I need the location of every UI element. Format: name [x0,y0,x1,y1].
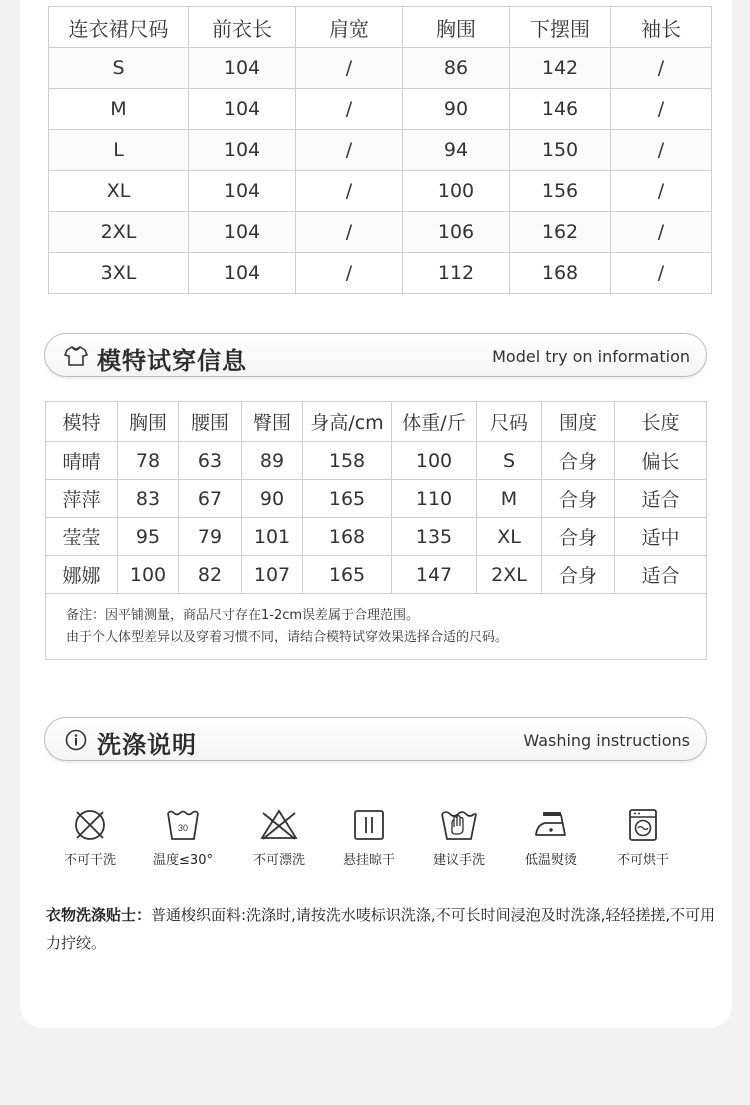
wash-label: 低温熨烫 [524,853,577,868]
wash-item-no-bleach [236,807,322,868]
table-cell: / [611,130,712,171]
size-header-cell: 连衣裙尺码 [49,7,189,48]
notes-row [46,594,707,660]
table-cell: 104 [189,89,296,130]
table-cell: 89 [242,442,303,480]
table-cell: 104 [189,130,296,171]
table-cell: 100 [118,556,179,594]
size-table [48,6,712,294]
table-cell: 104 [189,171,296,212]
table-cell: 147 [392,556,477,594]
tshirt-icon [64,345,88,367]
model-table-header-row [46,402,707,442]
info-icon [64,729,88,751]
wash-item-no-dry-clean [47,807,133,868]
table-row [49,89,712,130]
washing-tips-text: 普通梭织面料:洗涤时,请按洗水唛标识洗涤,不可长时间浸泡及时洗涤,轻轻搓搓,不可用力拧绞。 [46,906,716,952]
table-cell: 104 [189,253,296,294]
table-cell: 适合 [615,556,707,594]
table-cell: / [296,48,403,89]
table-cell: / [611,48,712,89]
size-header-cell: 胸围 [403,7,510,48]
table-cell: 158 [303,442,392,480]
table-cell: 135 [392,518,477,556]
tub-number: 30 [177,823,189,833]
table-cell: 94 [403,130,510,171]
table-cell: 偏长 [615,442,707,480]
table-cell: / [296,89,403,130]
table-cell: S [477,442,542,480]
table-cell: / [611,253,712,294]
table-cell: 2XL [49,212,189,253]
wash-item-no-tumble-dry [600,807,686,868]
model-header-cell: 体重/斤 [392,402,477,442]
model-header-cell: 身高/cm [303,402,392,442]
table-cell: 合身 [542,442,615,480]
table-cell: / [611,89,712,130]
washing-section-header [44,717,707,761]
table-cell: / [296,130,403,171]
section-subtitle: Washing instructions [523,731,690,750]
table-cell: 适中 [615,518,707,556]
wash-temp-icon [165,807,201,843]
table-cell: 适合 [615,480,707,518]
table-cell: 79 [179,518,242,556]
wash-item-hand-wash [416,807,502,868]
no-bleach-icon [259,807,299,843]
low-iron-icon [531,807,571,843]
size-header-cell: 袖长 [611,7,712,48]
washing-tips [46,901,721,957]
section-title: 模特试穿信息 [97,347,247,375]
hang-dry-icon [351,807,387,843]
wash-label: 不可漂洗 [252,853,305,868]
wash-label: 不可烘干 [616,853,669,868]
table-cell: 110 [392,480,477,518]
model-header-cell: 围度 [542,402,615,442]
table-cell: 莹莹 [46,518,118,556]
table-cell: 168 [303,518,392,556]
model-section-header [44,333,707,377]
table-cell: 112 [403,253,510,294]
table-cell: 165 [303,480,392,518]
table-cell: 晴晴 [46,442,118,480]
model-header-cell: 腰围 [179,402,242,442]
model-header-cell: 臀围 [242,402,303,442]
wash-label: 不可干洗 [63,853,116,868]
table-cell: 萍萍 [46,480,118,518]
table-cell: XL [49,171,189,212]
table-cell: 86 [403,48,510,89]
section-subtitle: Model try on information [492,347,690,366]
table-cell: 104 [189,48,296,89]
table-cell: 168 [510,253,611,294]
table-cell: 78 [118,442,179,480]
section-title: 洗涤说明 [97,731,197,759]
table-cell: / [611,171,712,212]
table-cell: / [296,171,403,212]
table-cell: 合身 [542,518,615,556]
table-cell: 165 [303,556,392,594]
model-table [45,401,707,660]
table-row [49,253,712,294]
table-cell: 67 [179,480,242,518]
table-cell: 146 [510,89,611,130]
table-cell: / [611,212,712,253]
table-cell: 156 [510,171,611,212]
table-cell: 142 [510,48,611,89]
wash-item-low-iron [508,807,594,868]
table-cell: 82 [179,556,242,594]
table-cell: 162 [510,212,611,253]
hand-wash-icon [439,807,479,843]
table-cell: 90 [242,480,303,518]
table-cell: 107 [242,556,303,594]
note-line: 备注：因平铺测量，商品尺寸存在1-2cm误差属于合理范围。 [66,607,420,623]
table-cell: 104 [189,212,296,253]
table-cell: / [296,253,403,294]
no-dry-clean-icon [72,807,108,843]
no-tumble-dry-icon [625,807,661,843]
table-cell: XL [477,518,542,556]
table-cell: S [49,48,189,89]
table-cell: 合身 [542,480,615,518]
table-cell: 100 [403,171,510,212]
table-row [46,518,707,556]
table-cell: L [49,130,189,171]
table-cell: 100 [392,442,477,480]
model-header-cell: 胸围 [118,402,179,442]
wash-label: 温度≤30° [153,853,213,868]
table-row [49,212,712,253]
table-cell: 合身 [542,556,615,594]
table-cell: 3XL [49,253,189,294]
model-header-cell: 长度 [615,402,707,442]
wash-label: 悬挂晾干 [342,853,395,868]
table-row [49,48,712,89]
table-cell: 106 [403,212,510,253]
table-cell: 娜娜 [46,556,118,594]
table-cell: 150 [510,130,611,171]
wash-label: 建议手洗 [432,853,485,868]
table-row [46,442,707,480]
table-row [46,556,707,594]
table-cell: 2XL [477,556,542,594]
table-cell: 90 [403,89,510,130]
table-cell: 83 [118,480,179,518]
table-row [49,171,712,212]
model-header-cell: 模特 [46,402,118,442]
table-cell: 63 [179,442,242,480]
washing-tips-label: 衣物洗涤贴士： [46,906,152,924]
wash-item-hang-dry [326,807,412,868]
size-header-cell: 前衣长 [189,7,296,48]
table-cell: / [296,212,403,253]
size-table-header-row [49,7,712,48]
table-row [49,130,712,171]
table-cell: M [477,480,542,518]
note-line: 由于个人体型差异以及穿着习惯不同，请结合模特试穿效果选择合适的尺码。 [66,629,509,645]
table-cell: 95 [118,518,179,556]
model-header-cell: 尺码 [477,402,542,442]
wash-item-temp [140,807,226,868]
notes-cell [46,594,707,660]
table-cell: M [49,89,189,130]
table-row [46,480,707,518]
size-header-cell: 下摆围 [510,7,611,48]
table-cell: 101 [242,518,303,556]
size-header-cell: 肩宽 [296,7,403,48]
